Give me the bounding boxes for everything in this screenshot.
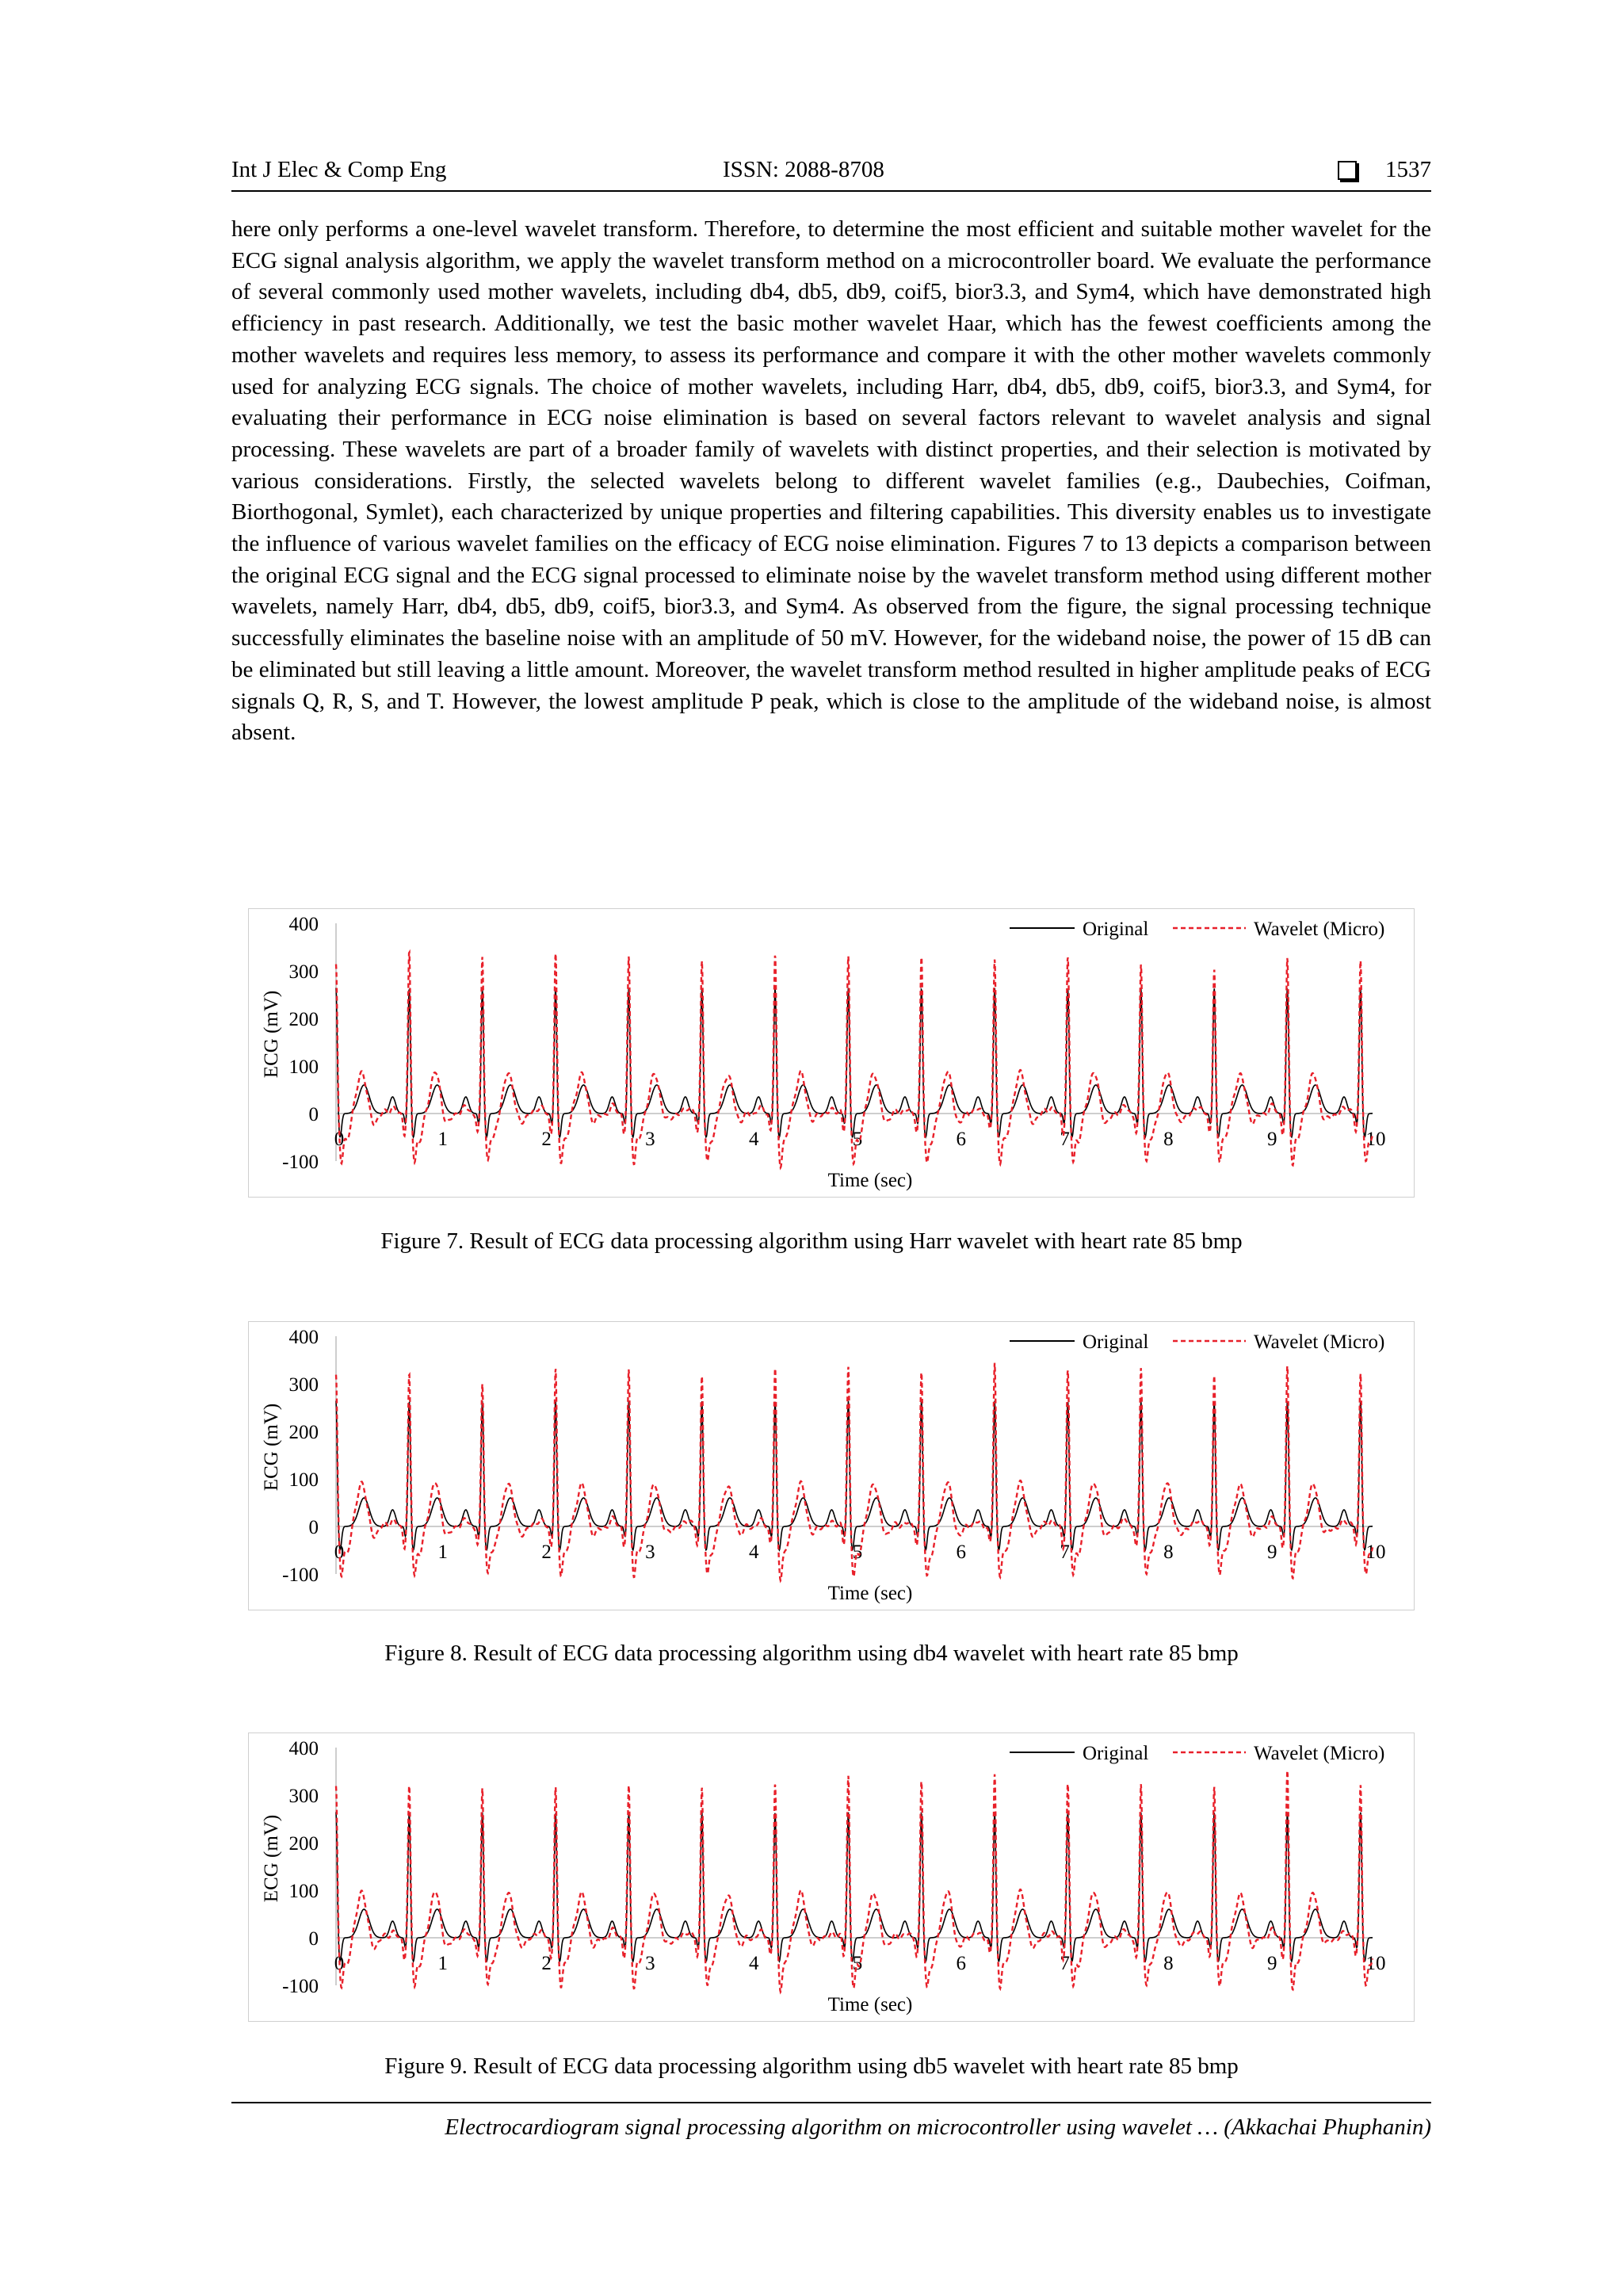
figure-8-chart — [248, 1321, 1415, 1610]
x-tick-label: 7 — [1060, 1953, 1070, 1974]
x-tick-label: 10 — [1365, 1129, 1386, 1150]
figure-7-caption: Figure 7. Result of ECG data processing algorithm using Harr wavelet with heart rate 85 bmp — [380, 1228, 1243, 1254]
y-tick-label: 400 — [288, 914, 319, 935]
y-tick-label: -100 — [282, 1152, 319, 1173]
x-tick-label: 1 — [437, 1541, 449, 1563]
y-tick-label: 200 — [288, 1422, 319, 1443]
figure-7-chart — [248, 908, 1415, 1198]
page-number-group — [1338, 157, 1431, 183]
y-tick-label: 300 — [288, 1786, 319, 1807]
x-axis-label: Time (sec) — [827, 1170, 913, 1191]
x-tick-label: 8 — [1163, 1953, 1174, 1974]
x-axis-label: Time (sec) — [827, 1583, 913, 1604]
x-tick-label: 10 — [1365, 1953, 1386, 1974]
y-tick-label: 0 — [308, 1928, 319, 1950]
x-tick-label: 1 — [437, 1129, 449, 1150]
x-tick-label: 2 — [541, 1541, 552, 1563]
page-header — [231, 155, 1431, 192]
x-tick-label: 2 — [541, 1953, 552, 1974]
x-tick-label: 4 — [748, 1541, 759, 1563]
x-tick-label: 6 — [956, 1541, 967, 1563]
series-original-line — [336, 1813, 1373, 1962]
x-tick-label: 4 — [748, 1129, 759, 1150]
figure-9-chart — [248, 1733, 1415, 2022]
legend-wavelet-label: Wavelet (Micro) — [1254, 1331, 1385, 1353]
ecg-chart-svg — [249, 1733, 1414, 2021]
square-bullet-icon — [1338, 161, 1357, 180]
y-axis-label: ECG (mV) — [261, 1403, 282, 1492]
y-tick-label: 100 — [288, 1469, 319, 1491]
series-original-line — [336, 988, 1373, 1137]
series-original-line — [336, 1401, 1373, 1550]
y-tick-label: 0 — [308, 1517, 319, 1538]
y-tick-label: 200 — [288, 1009, 319, 1030]
issn: ISSN: 2088-8708 — [723, 157, 884, 182]
y-axis-label: ECG (mV) — [261, 990, 282, 1079]
y-tick-label: 300 — [288, 1374, 319, 1396]
legend-original-label: Original — [1083, 919, 1149, 940]
y-tick-label: 200 — [288, 1833, 319, 1855]
y-tick-label: -100 — [282, 1564, 319, 1586]
y-axis-label: ECG (mV) — [261, 1814, 282, 1903]
figure-9-caption: Figure 9. Result of ECG data processing algorithm using db5 wavelet with heart rate 85 bmp — [384, 2053, 1239, 2079]
x-tick-label: 0 — [334, 1541, 345, 1563]
legend-original-label: Original — [1083, 1331, 1149, 1353]
x-tick-label: 3 — [645, 1129, 655, 1150]
x-tick-label: 4 — [748, 1953, 759, 1974]
footer-rule — [231, 2102, 1431, 2103]
x-tick-label: 6 — [956, 1129, 967, 1150]
x-tick-label: 9 — [1266, 1129, 1277, 1150]
legend-wavelet-label: Wavelet (Micro) — [1254, 919, 1385, 940]
y-tick-label: 100 — [288, 1881, 319, 1902]
x-tick-label: 0 — [334, 1129, 345, 1150]
x-tick-label: 5 — [852, 1541, 863, 1563]
y-tick-label: 100 — [288, 1056, 319, 1078]
page-footer: Electrocardiogram signal processing algorithm on microcontroller using wavelet … (Akkachai Phuphanin) — [445, 2115, 1431, 2140]
x-tick-label: 7 — [1060, 1541, 1070, 1563]
journal-name: Int J Elec & Comp Eng — [231, 157, 447, 182]
legend-original-label: Original — [1083, 1743, 1149, 1764]
x-tick-label: 8 — [1163, 1541, 1174, 1563]
y-tick-label: 400 — [288, 1327, 319, 1348]
x-tick-label: 9 — [1266, 1953, 1277, 1974]
page-number: 1537 — [1385, 157, 1431, 182]
x-tick-label: 6 — [956, 1953, 967, 1974]
x-tick-label: 8 — [1163, 1129, 1174, 1150]
ecg-chart-svg — [249, 909, 1414, 1197]
x-axis-label: Time (sec) — [827, 1994, 913, 2015]
y-tick-label: 300 — [288, 961, 319, 983]
y-tick-label: 400 — [288, 1738, 319, 1759]
ecg-chart-svg — [249, 1322, 1414, 1610]
legend-wavelet-label: Wavelet (Micro) — [1254, 1743, 1385, 1764]
x-tick-label: 10 — [1365, 1541, 1386, 1563]
x-tick-label: 5 — [852, 1953, 863, 1974]
x-tick-label: 3 — [645, 1541, 655, 1563]
x-tick-label: 5 — [852, 1129, 863, 1150]
x-tick-label: 2 — [541, 1129, 552, 1150]
y-tick-label: 0 — [308, 1104, 319, 1125]
x-tick-label: 9 — [1266, 1541, 1277, 1563]
body-paragraph: here only performs a one-level wavelet transform. Therefore, to determine the most efficient and suitable mother wavelet for the ECG signal analysis algorithm, we apply the wavelet transform method on a microcontroller board. We evaluate the performance of several commonly used mother wavelets, including db4, db5, db9, coif5, bior3.3, and Sym4, which have demonstrated high efficiency in past research. Additionally, we test the basic mother wavelet Haar, which has the fewest coefficients among the mother wavelets and requires less memory, to assess its performance and compare it with the other mother wavelets commonly used for analyzing ECG signals. The choice of mother wavelets, including Harr, db4, db5, db9, coif5, bior3.3, and Sym4, for evaluating their performance in ECG noise elimination is based on several factors relevant to wavelet analysis and signal processing. These wavelets are part of a broader family of wavelets with distinct properties, and their selection is motivated by various considerations. Firstly, the selected wavelets belong to different wavelet families (e.g., Daubechies, Coifman, Biorthogonal, Symlet), each characterized by unique properties and filtering capabilities. This diversity enables us to investigate the influence of various wavelet families on the efficacy of ECG noise elimination. Figures 7 to 13 depicts a comparison between the original ECG signal and the ECG signal processed to eliminate noise by the wavelet transform method using different mother wavelets, namely Harr, db4, db5, db9, coif5, bior3.3, and Sym4. As observed from the figure, the signal processing technique successfully eliminates the baseline noise with an amplitude of 50 mV. However, for the wideband noise, the power of 15 dB can be eliminated but still leaving a little amount. Moreover, the wavelet transform method resulted in higher amplitude peaks of ECG signals Q, R, S, and T. However, the lowest amplitude P peak, which is close to the amplitude of the wideband noise, is almost absent. — [231, 216, 1431, 746]
figure-8-caption: Figure 8. Result of ECG data processing algorithm using db4 wavelet with heart rate 85 bmp — [384, 1641, 1239, 1666]
y-tick-label: -100 — [282, 1976, 319, 1997]
x-tick-label: 7 — [1060, 1129, 1070, 1150]
x-tick-label: 1 — [437, 1953, 449, 1974]
x-tick-label: 0 — [334, 1953, 345, 1974]
x-tick-label: 3 — [645, 1953, 655, 1974]
